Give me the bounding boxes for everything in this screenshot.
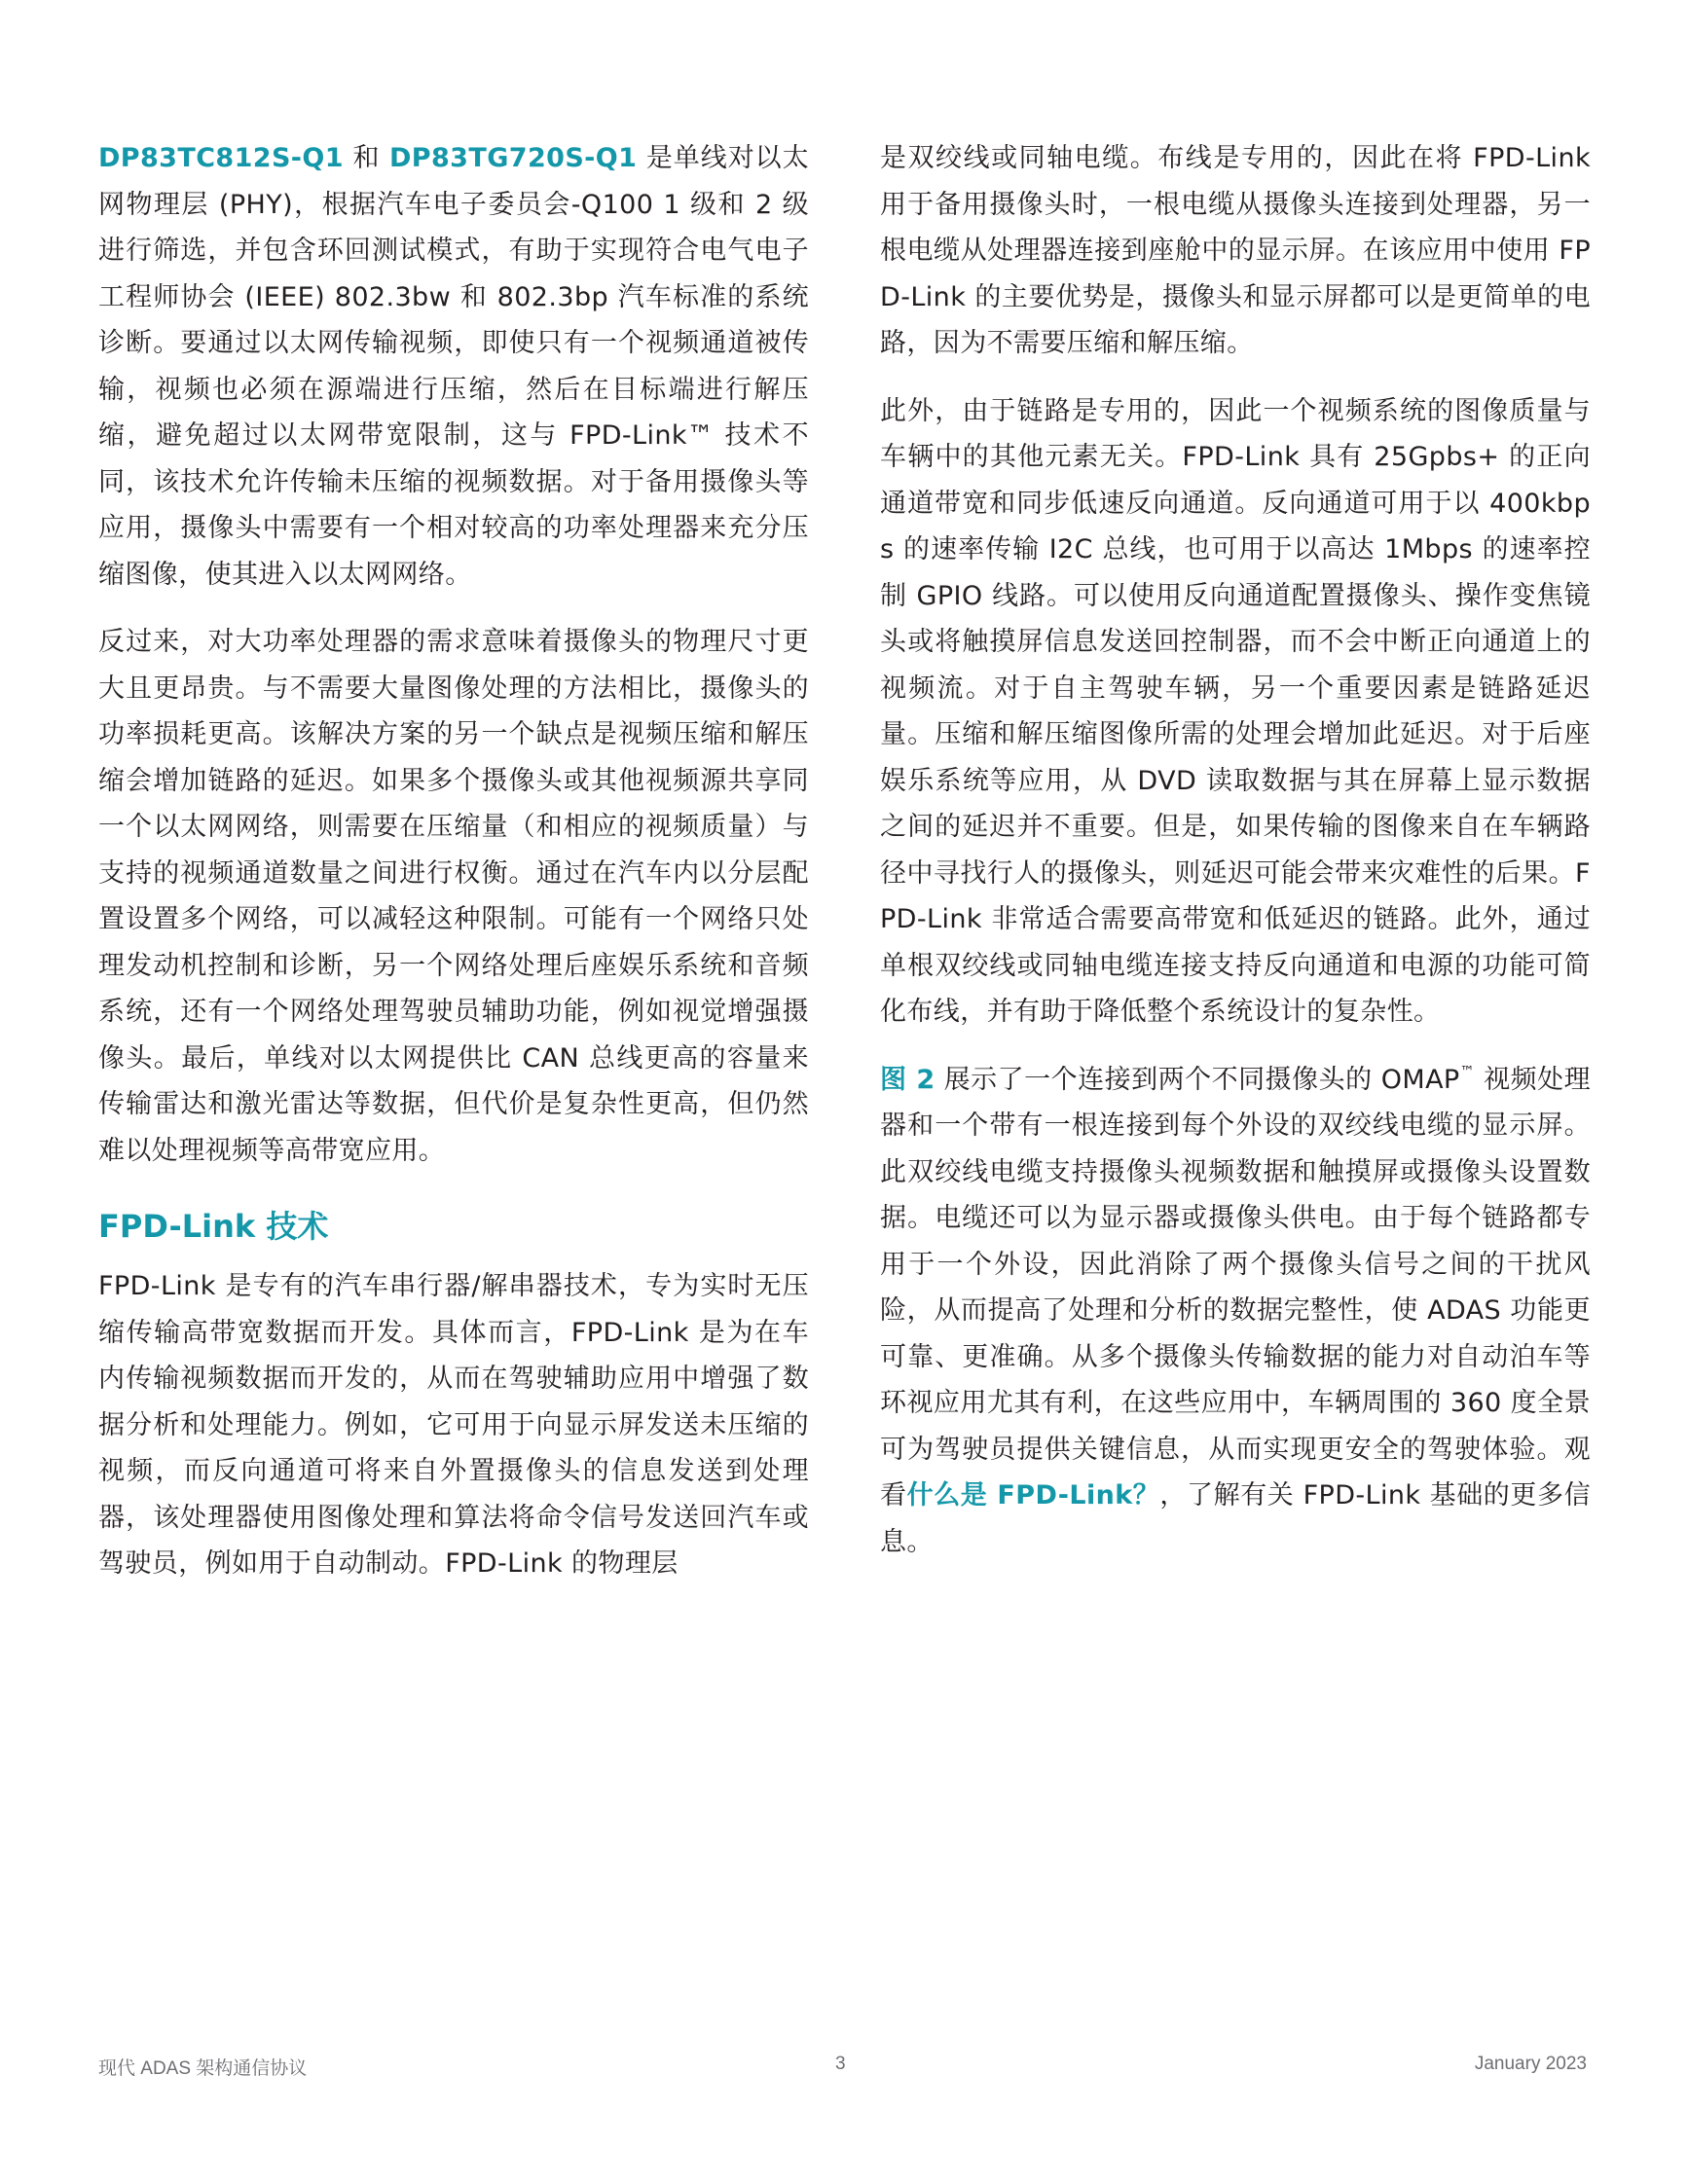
- conjunction-text: 和: [343, 143, 389, 173]
- latency-paragraph: 此外，由于链路是专用的，因此一个视频系统的图像质量与车辆中的其他元素无关。FPD-Link 具有 25Gpbs+ 的正向通道带宽和同步低速反向通道。反向通道可用于以 400kbps 的速率传输 I2C 总线，也可用于以高达 1Mbps 的速率控制 GPIO 线路。可以使用反向通道配置摄像头、操作变焦镜头或将触摸屏信息发送回控制器，而不会中断正向通道上的视频流。对于自主驾驶车辆，另一个重要因素是链路延迟量。压缩和解压缩图像所需的处理会增加此延迟。对于后座娱乐系统等应用，从 DVD 读取数据与其在屏幕上显示数据之间的延迟并不重要。但是，如果传输的图像来自在车辆路径中寻找行人的摄像头，则延迟可能会带来灾难性的后果。FPD-Link 非常适合需要高带宽和低延迟的链路。此外，通过单根双绞线或同轴电缆连接支持反向通道和电源的功能可简化布线，并有助于降低整个系统设计的复杂性。: [880, 395, 1591, 1027]
- dp83tg720s-q1-link[interactable]: DP83TG720S-Q1: [389, 143, 638, 173]
- section-heading-fpd-link: FPD-Link 技术: [98, 1208, 329, 1245]
- footer-document-title: 现代 ADAS 架构通信协议: [98, 2058, 308, 2079]
- figure-text-c: ，了解有关 FPD-Link 基础的更多信息。: [880, 1480, 1592, 1557]
- intro-paragraph: [98, 135, 809, 598]
- left-column: [98, 135, 809, 1609]
- figure-description-paragraph: [880, 1057, 1591, 1566]
- right-column: [880, 135, 1591, 1586]
- figure-2-link[interactable]: 图 2: [880, 1064, 936, 1095]
- fpd-link-intro-paragraph: FPD-Link 是专有的汽车串行器/解串器技术，专为实时无压缩传输高带宽数据而开发。具体而言，FPD-Link 是为在车内传输视频数据而开发的，从而在驾驶辅助应用中增强了数据分析和处理能力。例如，它可用于向显示屏发送未压缩的视频，而反向通道可将来自外置摄像头的信息发送到处理器，该处理器使用图像处理和算法将命令信号发送回汽车或驾驶员，例如用于自动制动。FPD-Link 的物理层: [98, 1271, 809, 1579]
- figure-text-b: 视频处理器和一个带有一根连接到每个外设的双绞线电缆的显示屏。此双绞线电缆支持摄像头视频数据和触摸屏或摄像头设置数据。电缆还可以为显示器或摄像头供电。由于每个链路都专用于一个外设，因此消除了两个摄像头信号之间的干扰风险，从而提高了处理和分析的数据完整性，使 ADAS 功能更可靠、更准确。从多个摄像头传输数据的能力对自动泊车等环视应用尤其有利，在这些应用中，车辆周围的 360 度全景可为驾驶员提供关键信息，从而实现更安全的驾驶体验。观看: [880, 1064, 1592, 1511]
- ethernet-drawbacks-paragraph: 反过来，对大功率处理器的需求意味着摄像头的物理尺寸更大且更昂贵。与不需要大量图像处理的方法相比，摄像头的功率损耗更高。该解决方案的另一个缺点是视频压缩和解压缩会增加链路的延迟。如果多个摄像头或其他视频源共享同一个以太网网络，则需要在压缩量（和相应的视频质量）与支持的视频通道数量之间进行权衡。通过在汽车内以分层配置设置多个网络，可以减轻这种限制。可能有一个网络只处理发动机控制和诊断，另一个网络处理后座娱乐系统和音频系统，还有一个网络处理驾驶员辅助功能，例如视觉增强摄像头。最后，单线对以太网提供比 CAN 总线更高的容量来传输雷达和激光雷达等数据，但代价是复杂性更高，但仍然难以处理视频等高带宽应用。: [98, 627, 809, 1166]
- cabling-paragraph: 是双绞线或同轴电缆。布线是专用的，因此在将 FPD-Link 用于备用摄像头时，一根电缆从摄像头连接到处理器，另一根电缆从处理器连接到座舱中的显示屏。在该应用中使用 FPD-Link 的主要优势是，摄像头和显示屏都可以是更简单的电路，因为不需要压缩和解压缩。: [880, 143, 1591, 358]
- intro-text: 是单线对以太网物理层 (PHY)，根据汽车电子委员会-Q100 1 级和 2 级进行筛选，并包含环回测试模式，有助于实现符合电气电子工程师协会 (IEEE) 802.3bw 和 802.3bp 汽车标准的系统诊断。要通过以太网传输视频，即使只有一个视频通道被传输，视频也必须在源端进行压缩，然后在目标端进行解压缩，避免超过以太网带宽限制，这与 FPD-Link™ 技术不同，该技术允许传输未压缩的视频数据。对于备用摄像头等应用，摄像头中需要有一个相对较高的功率处理器来充分压缩图像，使其进入以太网网络。: [98, 143, 809, 590]
- footer-date: January 2023: [1474, 2054, 1587, 2074]
- dp83tc812s-q1-link[interactable]: DP83TC812S-Q1: [98, 143, 344, 173]
- figure-text-a: 展示了一个连接到两个不同摄像头的 OMAP: [935, 1064, 1460, 1095]
- what-is-fpd-link-video-link[interactable]: 什么是 FPD-Link？: [906, 1480, 1160, 1511]
- trademark-symbol: ™: [1459, 1062, 1476, 1080]
- footer-page-number: 3: [835, 2054, 846, 2074]
